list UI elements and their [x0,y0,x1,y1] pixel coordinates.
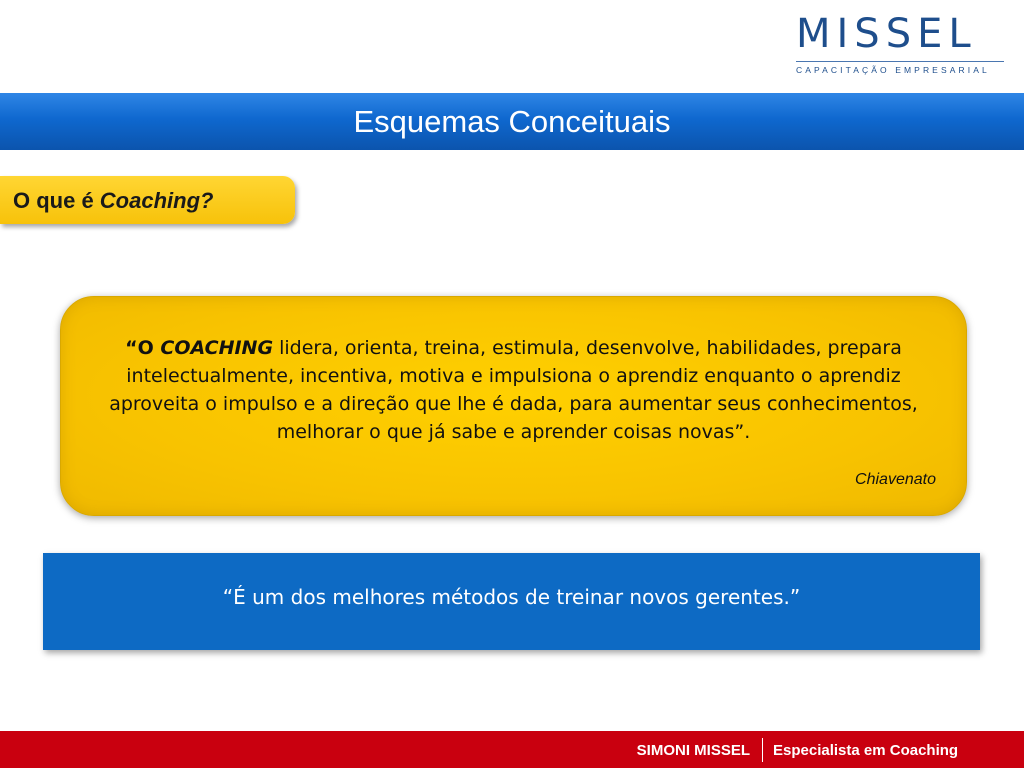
quote-text [101,334,926,446]
footer-role: Especialista em Coaching [773,742,959,759]
logo-divider [796,61,1004,62]
highlight-box [43,553,980,650]
missel-logo [790,12,1010,74]
quote-body: lidera, orienta, treina, estimula, desenvolve, habilidades, prepara intelectualmente, incentiva, motiva e impulsiona o aprendiz enquanto o aprendiz aproveita o impulso e a direção que lhe é dada, para aumentar seus conhecimentos, melhorar o que já sabe e aprender coisas novas”. [109,337,918,443]
footer-divider [762,738,763,762]
logo-subtitle: CAPACITAÇÃO EMPRESARIAL [796,65,990,75]
question-label [0,176,295,224]
question-prefix: O que é [13,188,100,213]
quote-keyword: COACHING [160,337,274,359]
title-band [0,93,1024,150]
logo-wordmark: MISSEL [796,11,977,57]
quote-author: Chiavenato [855,471,936,488]
highlight-text: “É um dos melhores métodos de treinar novos gerentes.” [222,585,801,609]
question-text [13,188,213,214]
quote-keyword-wrap [160,337,273,359]
slide-title: Esquemas Conceituais [353,104,671,139]
quote-open: “O [125,337,161,359]
question-emphasis: Coaching? [99,188,214,213]
coaching-quote-box [60,296,967,516]
footer-name: SIMONI MISSEL [636,742,750,759]
footer-bar [0,731,1024,768]
